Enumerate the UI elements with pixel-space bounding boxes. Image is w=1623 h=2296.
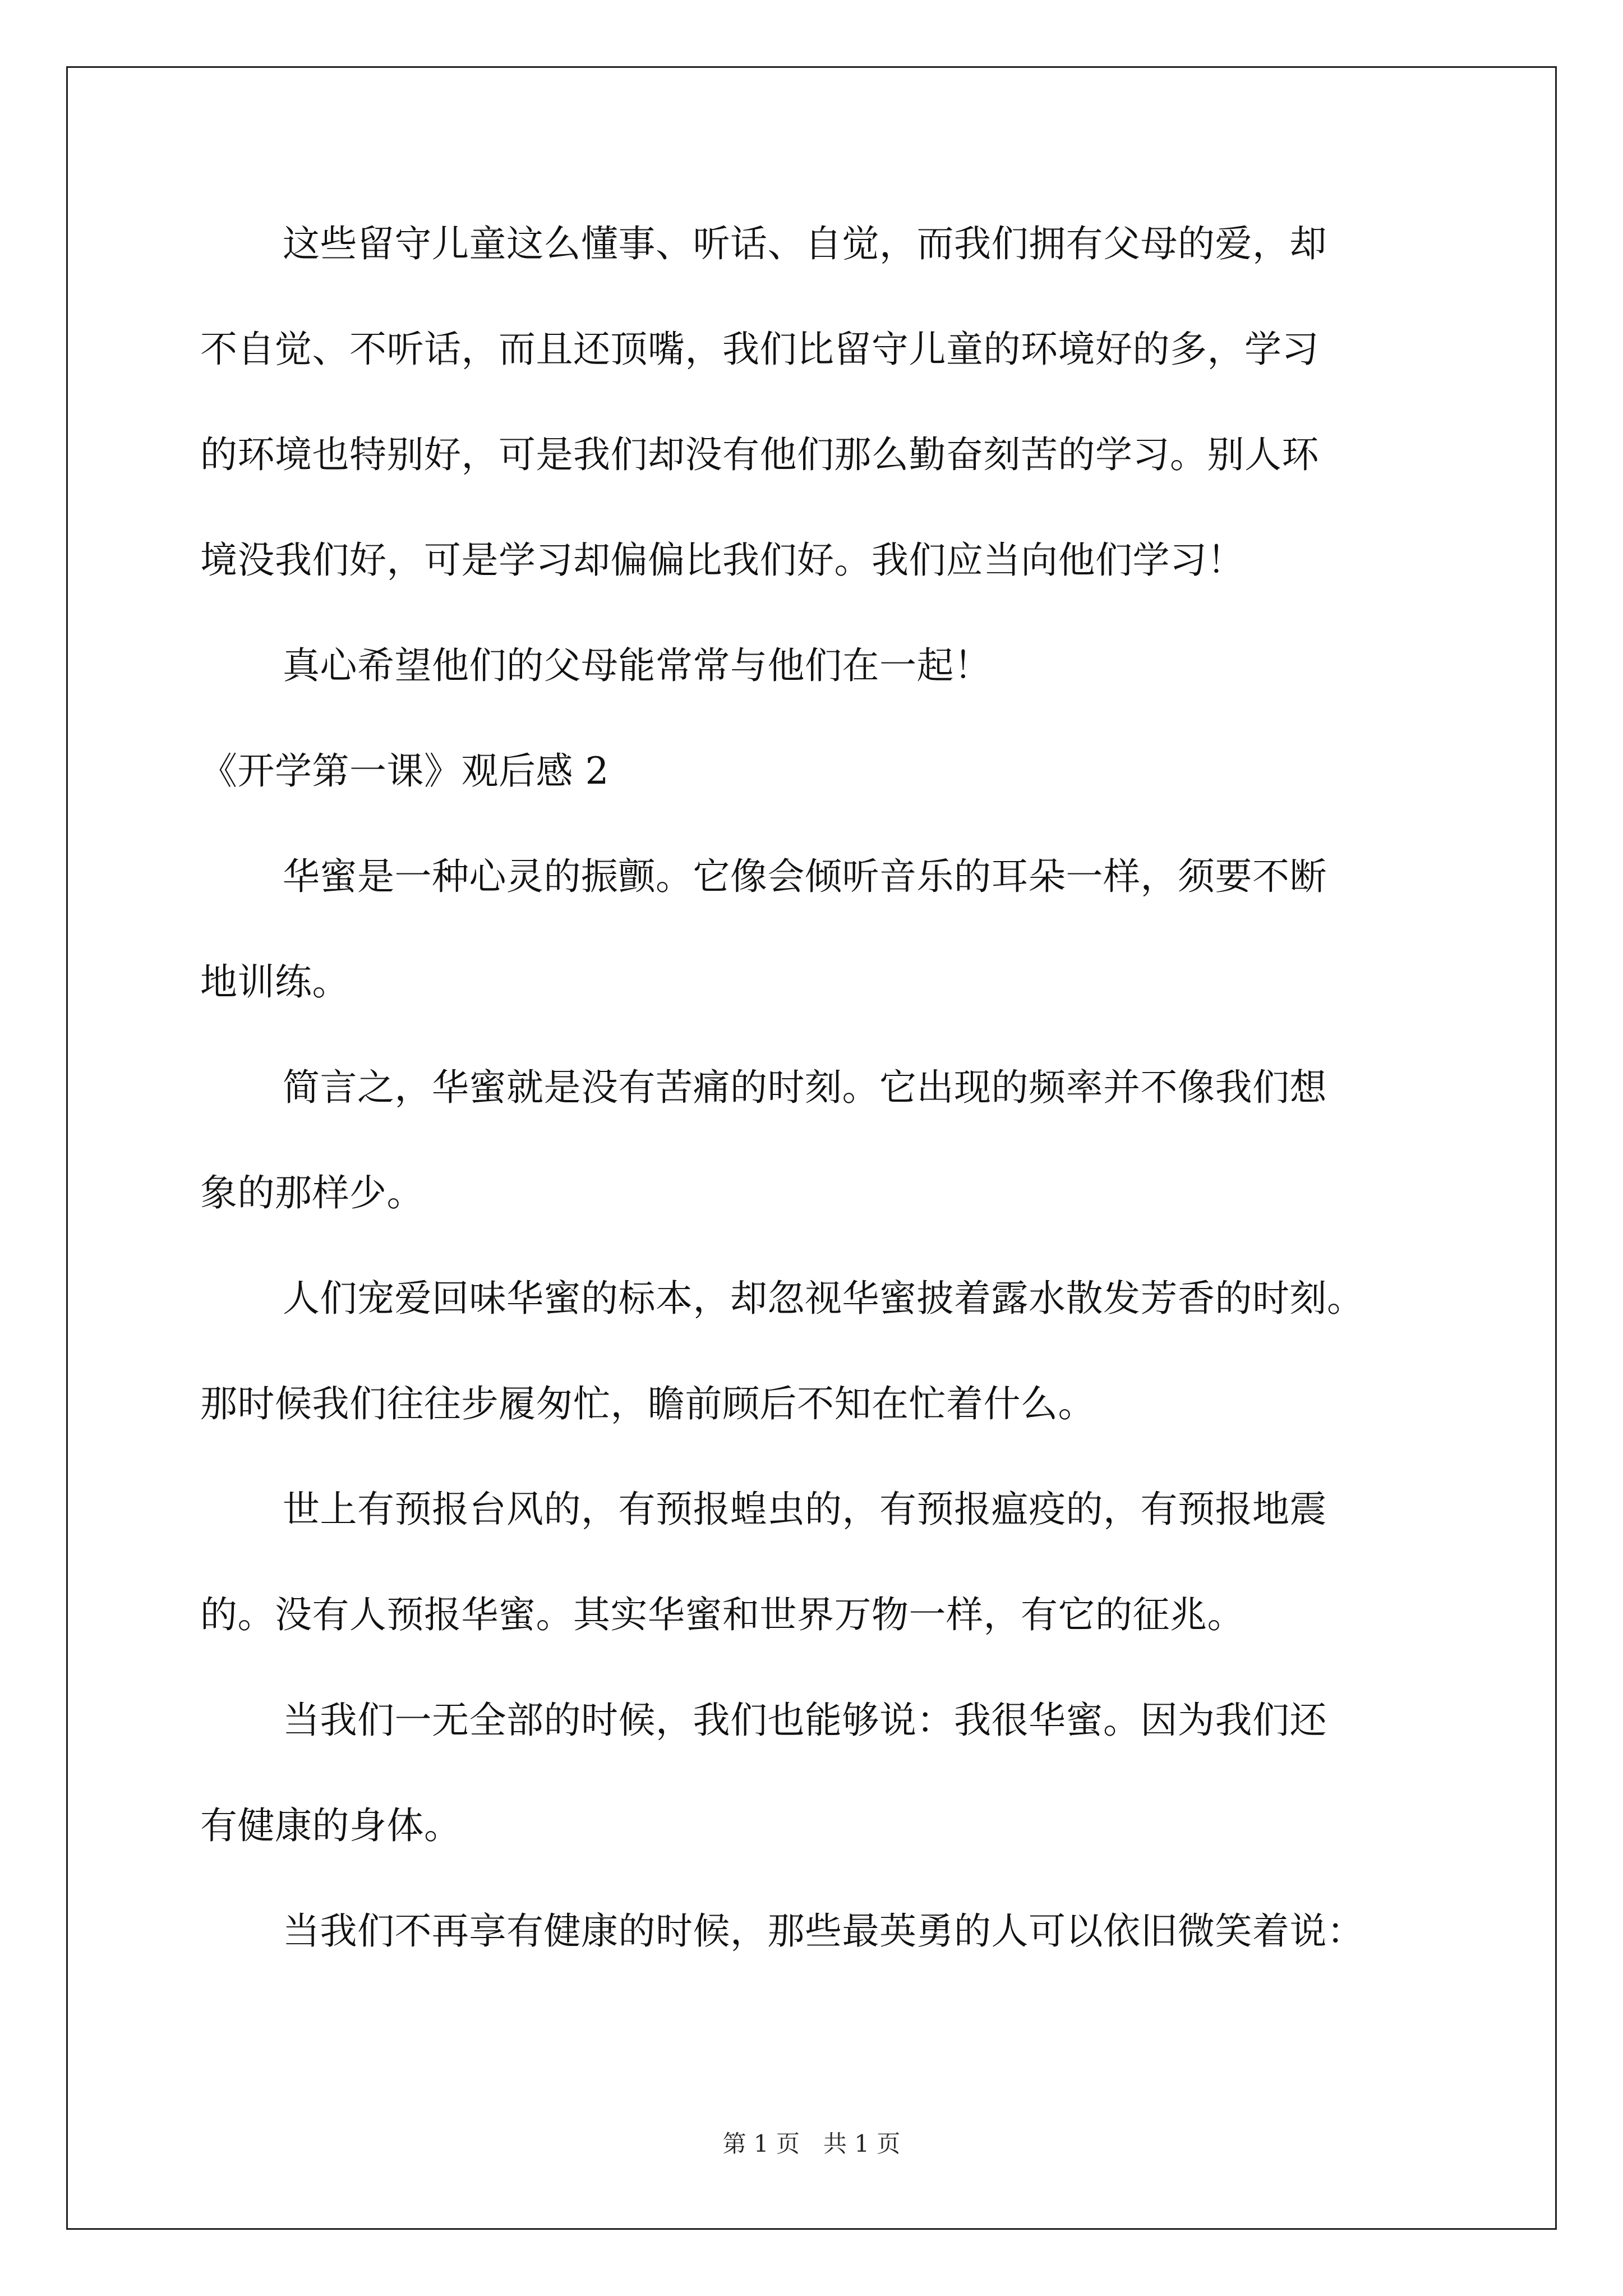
paragraph-line: 不自觉、不听话，而且还顶嘴，我们比留守儿童的环境好的多，学习 — [200, 328, 1319, 371]
paragraph-line: 世上有预报台风的，有预报蝗虫的，有预报瘟疫的，有预报地震 — [283, 1488, 1327, 1531]
paragraph-line: 人们宠爱回味华蜜的标本，却忽视华蜜披着露水散发芳香的时刻。 — [283, 1277, 1364, 1320]
paragraph-line: 象的那样少。 — [200, 1171, 424, 1214]
paragraph-line: 华蜜是一种心灵的振颤。它像会倾听音乐的耳朵一样，须要不断 — [283, 855, 1327, 898]
paragraph-line: 当我们一无全部的时候，我们也能够说：我很华蜜。因为我们还 — [283, 1699, 1327, 1742]
paragraph-line: 的环境也特别好，可是我们却没有他们那么勤奋刻苦的学习。别人环 — [200, 433, 1319, 476]
paragraph-line: 简言之，华蜜就是没有苦痛的时刻。它出现的频率并不像我们想 — [283, 1066, 1327, 1109]
page-number-footer: 第 1 页 共 1 页 — [722, 2130, 901, 2157]
paragraph-line: 境没我们好，可是学习却偏偏比我们好。我们应当向他们学习！ — [200, 539, 1244, 582]
paragraph-line: 这些留守儿童这么懂事、听话、自觉，而我们拥有父母的爱，却 — [283, 222, 1327, 265]
paragraph-line: 的。没有人预报华蜜。其实华蜜和世界万物一样，有它的征兆。 — [200, 1593, 1244, 1636]
paragraph-line: 有健康的身体。 — [200, 1804, 462, 1847]
paragraph-line: 真心希望他们的父母能常常与他们在一起！ — [283, 644, 992, 687]
paragraph-line: 地训练。 — [200, 960, 349, 1004]
section-heading: 《开学第一课》观后感 2 — [200, 749, 609, 793]
paragraph-line: 那时候我们往往步履匆忙，瞻前顾后不知在忙着什么。 — [200, 1382, 1095, 1425]
paragraph-line: 当我们不再享有健康的时候，那些最英勇的人可以依旧微笑着说： — [283, 1910, 1364, 1953]
